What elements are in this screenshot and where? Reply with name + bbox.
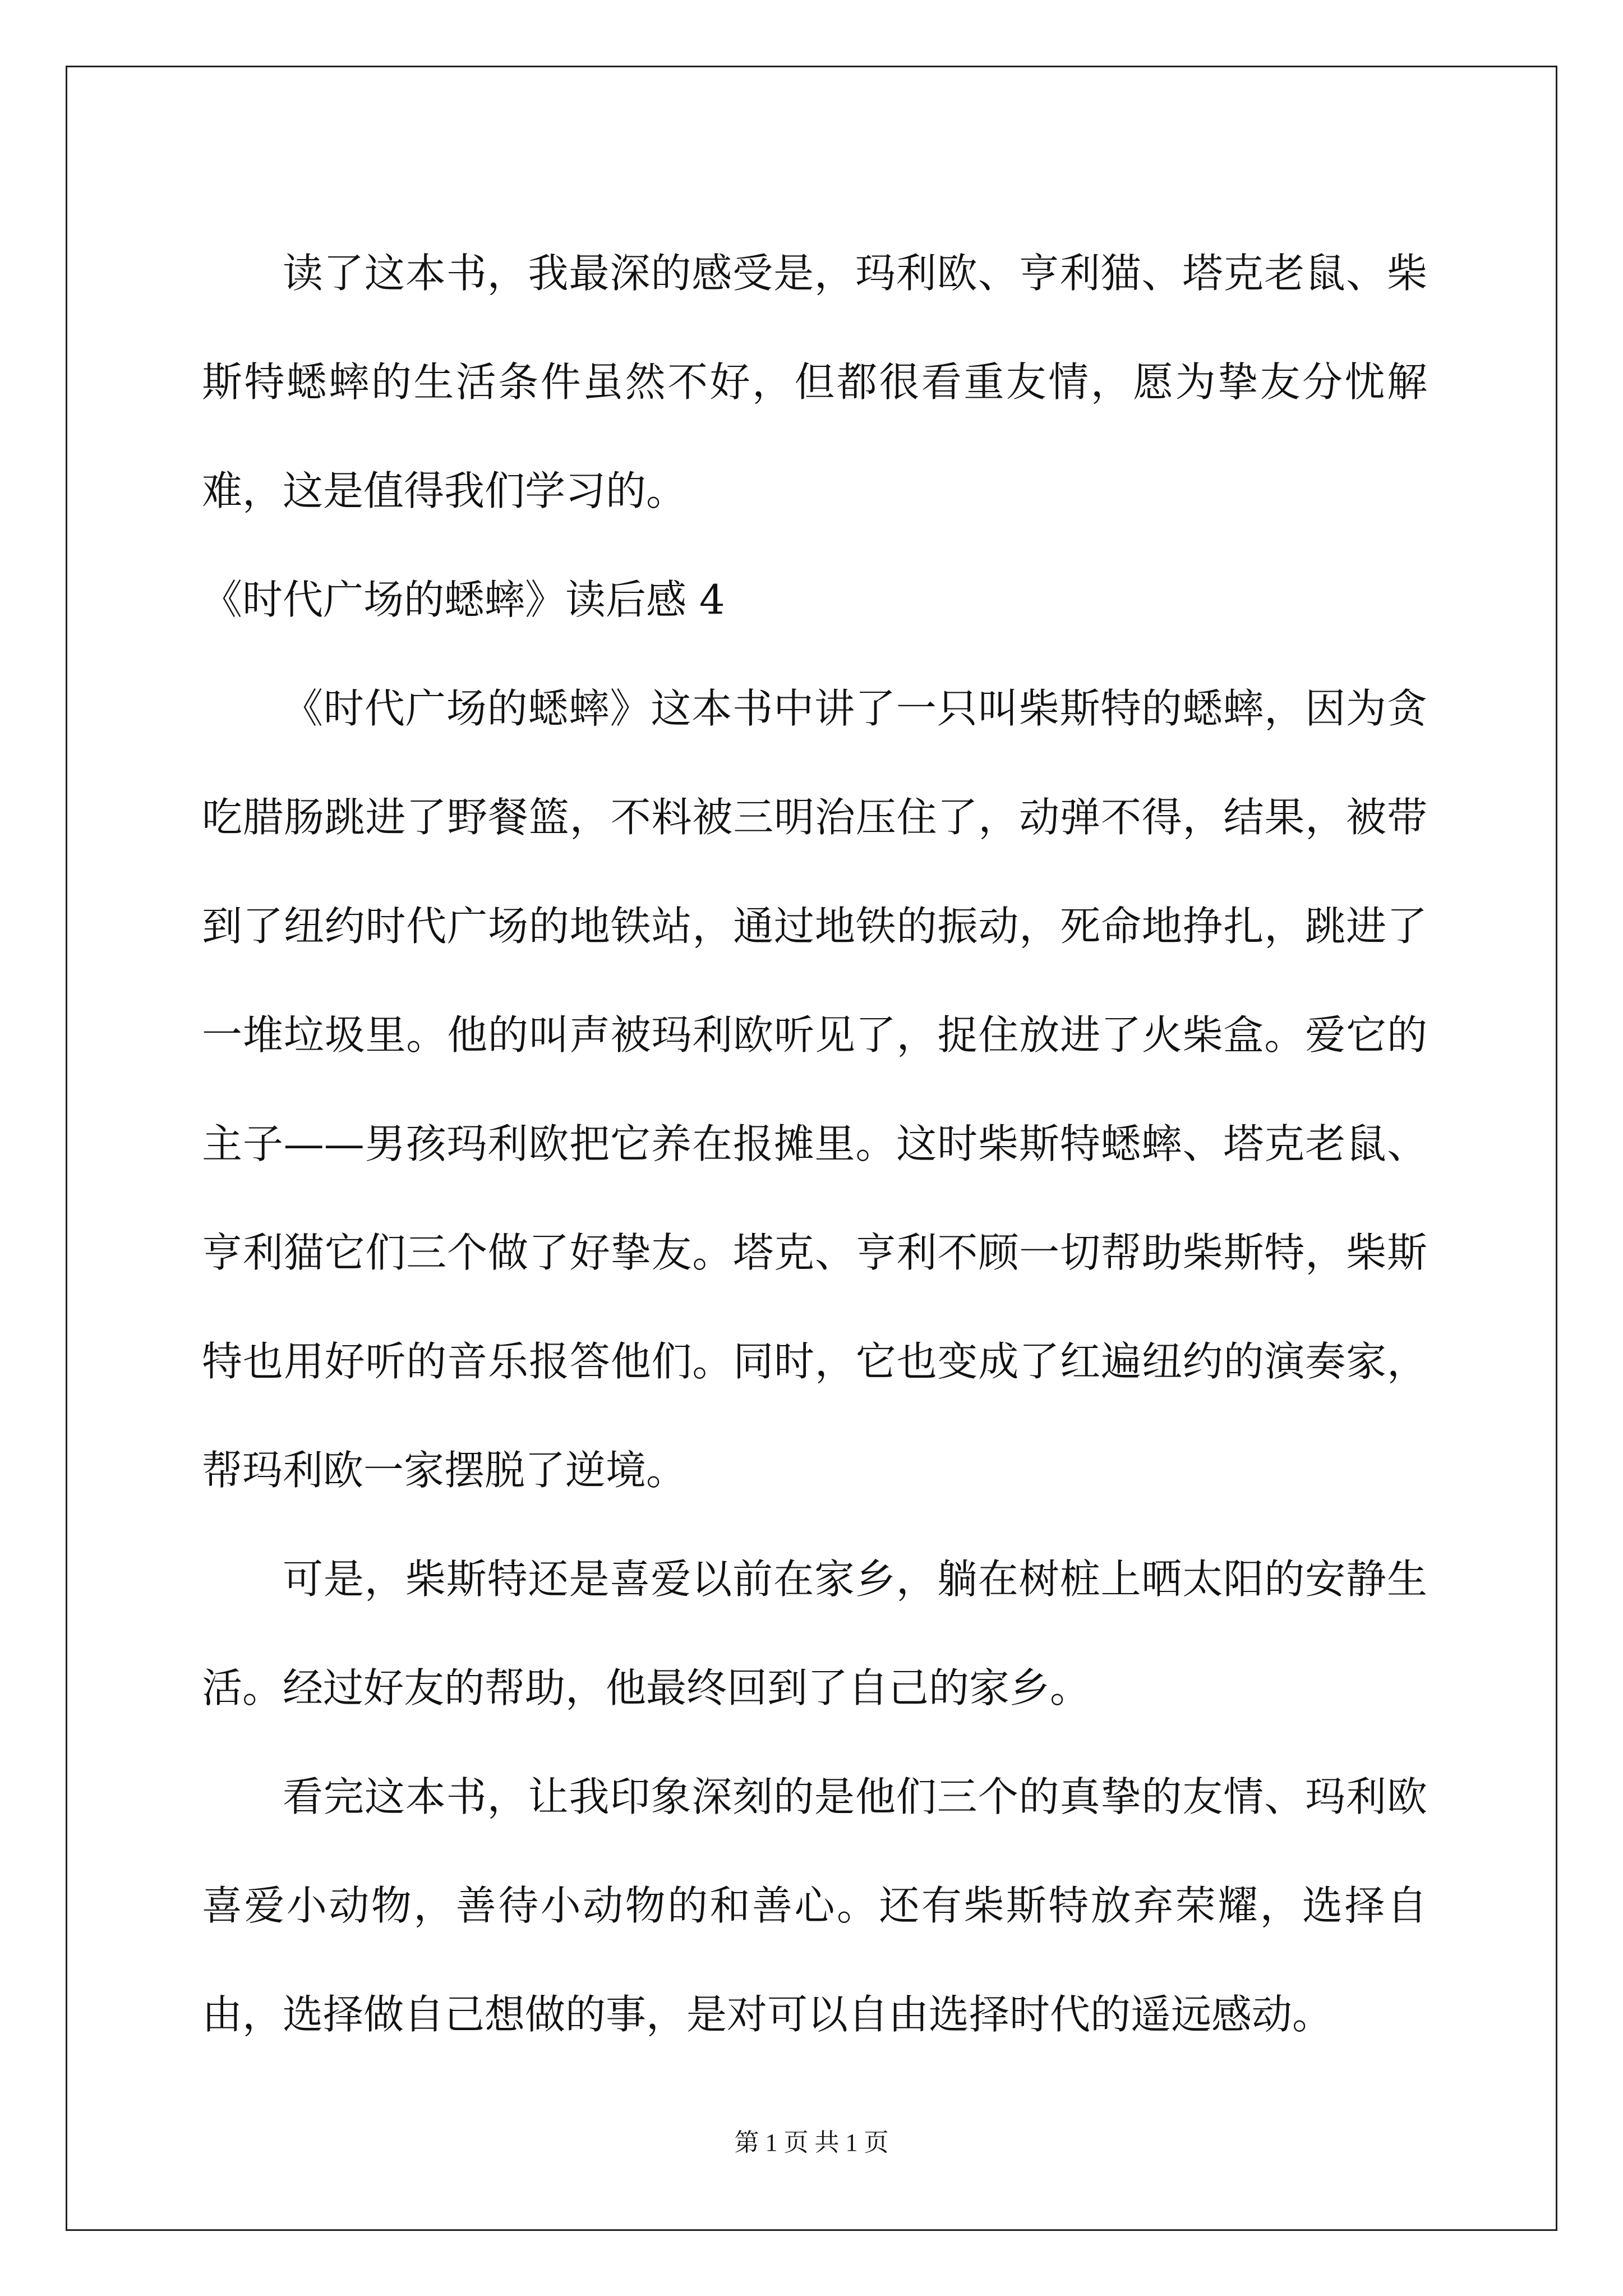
- body-paragraph-2: 可是，柴斯特还是喜爱以前在家乡，躺在树桩上晒太阳的安静生活。经过好友的帮助，他最终回到了自己的家乡。: [202, 1556, 1427, 1711]
- body-paragraph-3: 看完这本书，让我印象深刻的是他们三个的真挚的友情、玛利欧喜爱小动物，善待小动物的和善心。还有柴斯特放弃荣耀，选择自由，选择做自己想做的事，是对可以自由选择时代的遥远感动。: [202, 1773, 1427, 2038]
- section-heading: 《时代广场的蟋蟀》读后感 4: [202, 576, 725, 623]
- body-paragraph-1: 《时代广场的蟋蟀》这本书中讲了一只叫柴斯特的蟋蟀，因为贪吃腊肠跳进了野餐篮，不料被三明治压住了，动弹不得，结果，被带到了纽约时代广场的地铁站，通过地铁的振动，死命地挣扎，跳进了一堆垃圾里。他的叫声被玛利欧听见了，捉住放进了火柴盒。爱它的主子——男孩玛利欧把它养在报摊里。这时柴斯特蟋蟀、塔克老鼠、亨利猫它们三个做了好挚友。塔克、亨利不顾一切帮助柴斯特，柴斯特也用好听的音乐报答他们。同时，它也变成了红遍纽约的演奏家，帮玛利欧一家摆脱了逆境。: [202, 685, 1427, 1494]
- document-body: [202, 219, 1427, 2069]
- intro-paragraph: 读了这本书，我最深的感受是，玛利欧、亨利猫、塔克老鼠、柴斯特蟋蟀的生活条件虽然不好，但都很看重友情，愿为挚友分忧解难，这是值得我们学习的。: [202, 250, 1427, 514]
- page-number-footer: 第 1 页 共 1 页: [734, 2129, 889, 2156]
